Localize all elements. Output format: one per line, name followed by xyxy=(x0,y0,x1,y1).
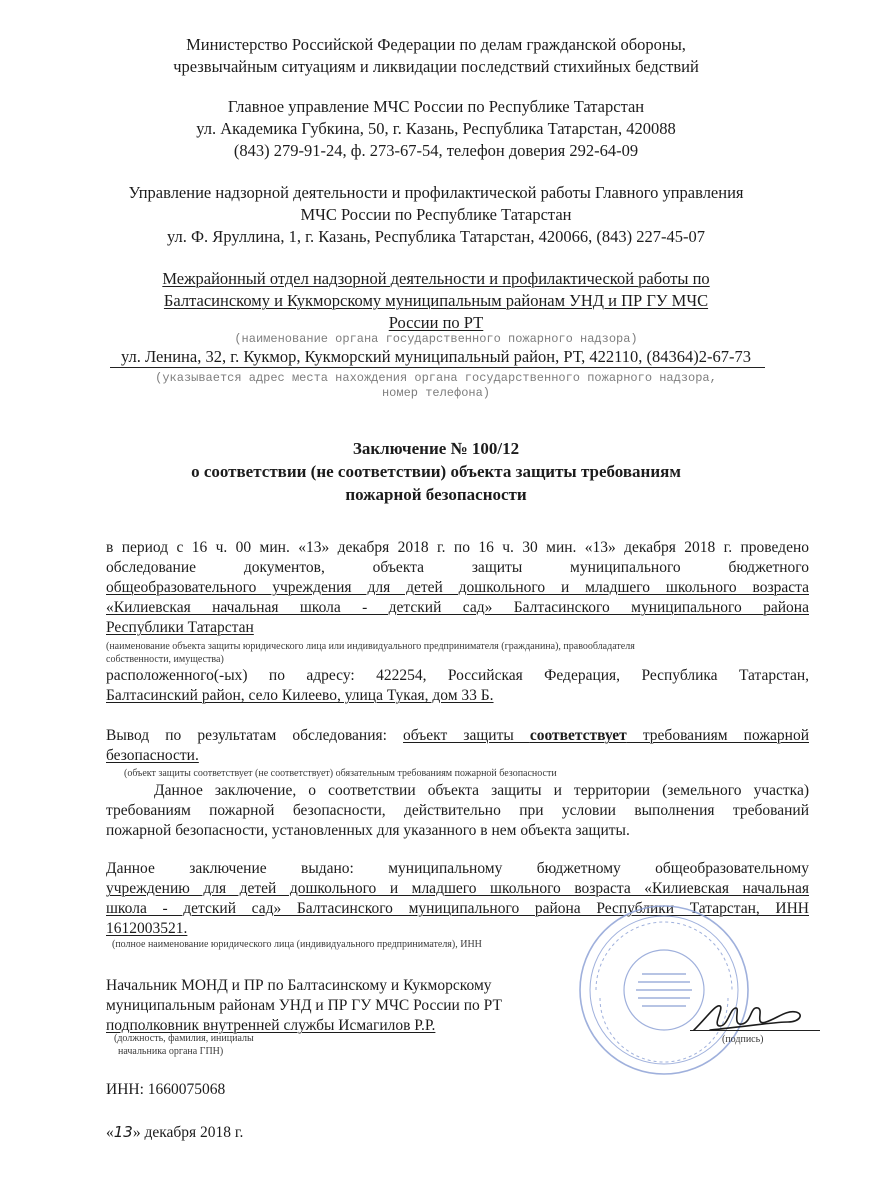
issued-line: 1612003521. xyxy=(106,920,188,937)
official-stamp xyxy=(576,902,752,1078)
validity-line: требованиям пожарной безопасности, действительно при условии выполнения требований xyxy=(106,802,809,819)
signatory-position-cont: муниципальным районам УНД и ПР ГУ МЧС России по РТ xyxy=(106,997,502,1014)
address-caption-line: (указывается адрес места нахождения органа государственного пожарного надзора, xyxy=(155,371,717,385)
conclusion-line xyxy=(106,726,809,746)
conclusion-line-2: безопасности. xyxy=(106,747,199,764)
main-dept-address: ул. Академика Губкина, 50, г. Казань, Республика Татарстан, 420088 xyxy=(196,119,676,138)
main-dept-phones: (843) 279-91-24, ф. 273-67-54, телефон доверия 292-64-09 xyxy=(233,141,639,160)
date-open-quote: « xyxy=(106,1124,114,1141)
org-caption: (наименование органа государственного пожарного надзора) xyxy=(234,332,638,346)
conclusion-requirements: требованиям пожарной xyxy=(626,727,809,744)
title-subject: о соответствии (не соответствии) объекта защиты требованиям xyxy=(191,462,681,481)
validity-paragraph xyxy=(106,781,809,841)
main-dept-name: Главное управление МЧС России по Республике Татарстан xyxy=(227,97,645,116)
interdistrict-line: Межрайонный отдел надзорной деятельности и профилактической работы по xyxy=(162,269,710,288)
issued-line: Данное заключение выдано: муниципальному бюджетному общеобразовательному xyxy=(106,860,809,877)
inspection-line: Республики Татарстан xyxy=(106,619,254,636)
interdistrict-line: России по РТ xyxy=(388,313,484,332)
date-close-quote: » xyxy=(132,1124,141,1141)
interdistrict-department xyxy=(100,268,772,334)
validity-line: Данное заключение, о соответствии объекта защиты и территории (земельного участка) xyxy=(154,782,809,799)
object-caption xyxy=(106,640,809,666)
conclusion-paragraph xyxy=(106,726,809,766)
handwritten-signature xyxy=(690,996,820,1036)
supervision-name-cont: МЧС России по Республике Татарстан xyxy=(300,205,572,224)
document-title xyxy=(80,437,792,506)
object-caption-line: (наименование объекта защиты юридического лица или индивидуального предпринимателя (гражданина), правообладателя xyxy=(106,641,635,652)
location-line: расположенного(-ых) по адресу: 422254, Российская Федерация, Республика Татарстан, xyxy=(106,667,809,684)
signatory-block xyxy=(106,976,586,1036)
signatory-name: подполковник внутренней службы Исмагилов Р.Р. xyxy=(106,1017,436,1034)
org-address: ул. Ленина, 32, г. Кукмор, Кукморский муниципальный район, РТ, 422110, (84364)2-67-73 xyxy=(120,347,752,366)
inspection-paragraph xyxy=(106,538,809,638)
interdistrict-line: Балтасинскому и Кукморскому муниципальным районам УНД и ПР ГУ МЧС xyxy=(163,291,709,310)
inn: ИНН: 1660075068 xyxy=(106,1081,226,1098)
issued-caption: (полное наименование юридического лица (индивидуального предпринимателя), ИНН xyxy=(112,939,482,950)
ministry-header xyxy=(60,34,812,78)
conclusion-verdict: соответствует xyxy=(529,727,627,744)
address-caption-line: номер телефона) xyxy=(381,386,491,400)
issued-line: школа - детский сад» Балтасинского муниципального района Республики Татарстан, ИНН xyxy=(106,900,809,917)
signature-caption: (подпись) xyxy=(722,1034,764,1045)
address-underline xyxy=(110,367,765,368)
object-caption-line: собственности, имущества) xyxy=(106,654,224,665)
supervision-name: Управление надзорной деятельности и профилактической работы Главного управления xyxy=(128,183,744,202)
validity-line: пожарной безопасности, установленных для указанного в нем объекта защиты. xyxy=(106,822,630,839)
inspection-line: обследование документов, объекта защиты муниципального бюджетного xyxy=(106,559,809,576)
supervision-address: ул. Ф. Яруллина, 1, г. Казань, Республика Татарстан, 420066, (843) 227-45-07 xyxy=(167,227,705,246)
location-paragraph xyxy=(106,666,809,706)
conclusion-caption: (объект защиты соответствует (не соответствует) обязательным требованиям пожарной безопасности xyxy=(124,768,557,779)
signatory-caption xyxy=(114,1032,374,1058)
title-number: Заключение № 100/12 xyxy=(352,439,520,458)
issue-date xyxy=(106,1122,243,1143)
date-rest: декабря 2018 г. xyxy=(140,1124,244,1141)
conclusion-object: объект защиты xyxy=(403,727,530,744)
conclusion-prefix: Вывод по результатам обследования: xyxy=(106,727,404,744)
supervision-department xyxy=(40,182,832,248)
address-caption xyxy=(110,371,762,401)
inspection-line: в период с 16 ч. 00 мин. «13» декабря 2018 г. по 16 ч. 30 мин. «13» декабря 2018 г. проведено xyxy=(106,539,809,556)
ministry-line: Министерство Российской Федерации по делам гражданской обороны, xyxy=(186,35,686,54)
issued-line: учреждению для детей дошкольного и младшего школьного возраста «Килиевская начальная xyxy=(106,880,809,897)
inspection-line: «Килиевская начальная школа - детский сад» Балтасинского муниципального района xyxy=(106,599,809,616)
inspection-line: общеобразовательного учреждения для детей дошкольного и младшего школьного возраста xyxy=(106,579,809,596)
signatory-caption-line: (должность, фамилия, инициалы xyxy=(114,1033,254,1044)
title-subject-cont: пожарной безопасности xyxy=(345,485,527,504)
ministry-line: чрезвычайным ситуациям и ликвидации последствий стихийных бедствий xyxy=(173,57,699,76)
date-day: 13 xyxy=(113,1123,133,1141)
signatory-position: Начальник МОНД и ПР по Балтасинскому и Кукморскому xyxy=(106,977,492,994)
main-department xyxy=(60,96,812,162)
signatory-caption-line: начальника органа ГПН) xyxy=(118,1046,224,1057)
location-line: Балтасинский район, село Килеево, улица Тукая, дом 33 Б. xyxy=(106,687,494,704)
